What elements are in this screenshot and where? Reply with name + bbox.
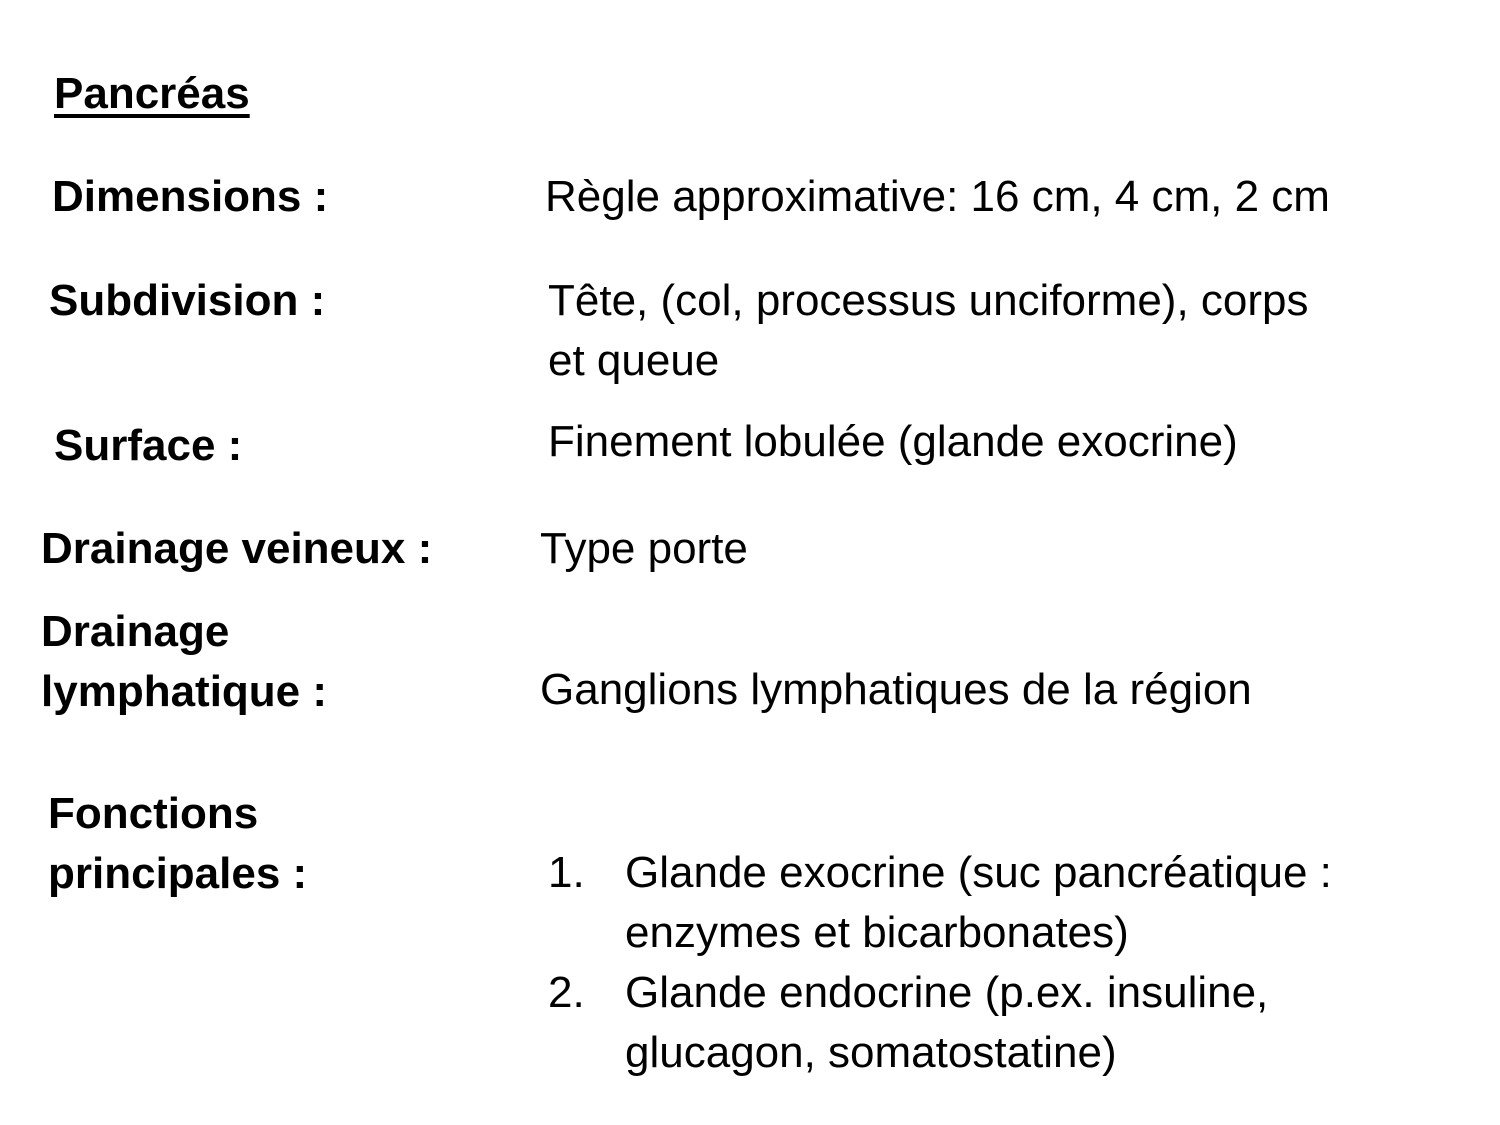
- functions-list: [548, 843, 1332, 1083]
- value-subdivision-line1: Tête, (col, processus unciforme), corps: [548, 276, 1309, 325]
- list-number: 1.: [548, 848, 585, 897]
- label-drainage-veineux: Drainage veineux :: [41, 524, 433, 573]
- list-item-line: enzymes et bicarbonates): [625, 908, 1129, 957]
- label-dimensions: Dimensions :: [52, 172, 329, 221]
- label-fonctions-line1: Fonctions: [48, 789, 259, 838]
- list-item: [548, 963, 1332, 1083]
- value-surface: Finement lobulée (glande exocrine): [548, 417, 1238, 466]
- value-dimensions: Règle approximative: 16 cm, 4 cm, 2 cm: [545, 172, 1330, 221]
- list-item-line: glucagon, somatostatine): [625, 1028, 1117, 1077]
- list-item: [548, 843, 1332, 963]
- label-drainage-lymphatique-line1: Drainage: [41, 607, 230, 656]
- list-item-line: Glande endocrine (p.ex. insuline,: [625, 968, 1269, 1017]
- label-fonctions-line2: principales :: [48, 849, 308, 898]
- value-drainage-lymphatique: Ganglions lymphatiques de la région: [540, 665, 1252, 714]
- list-number: 2.: [548, 968, 585, 1017]
- value-subdivision-line2: et queue: [548, 336, 720, 385]
- label-drainage-lymphatique-line2: lymphatique :: [41, 667, 328, 716]
- label-surface: Surface :: [54, 421, 243, 470]
- value-drainage-veineux: Type porte: [540, 524, 748, 573]
- list-item-line: Glande exocrine (suc pancréatique :: [625, 848, 1332, 897]
- label-subdivision: Subdivision :: [49, 276, 326, 325]
- page-title: Pancréas: [54, 69, 250, 118]
